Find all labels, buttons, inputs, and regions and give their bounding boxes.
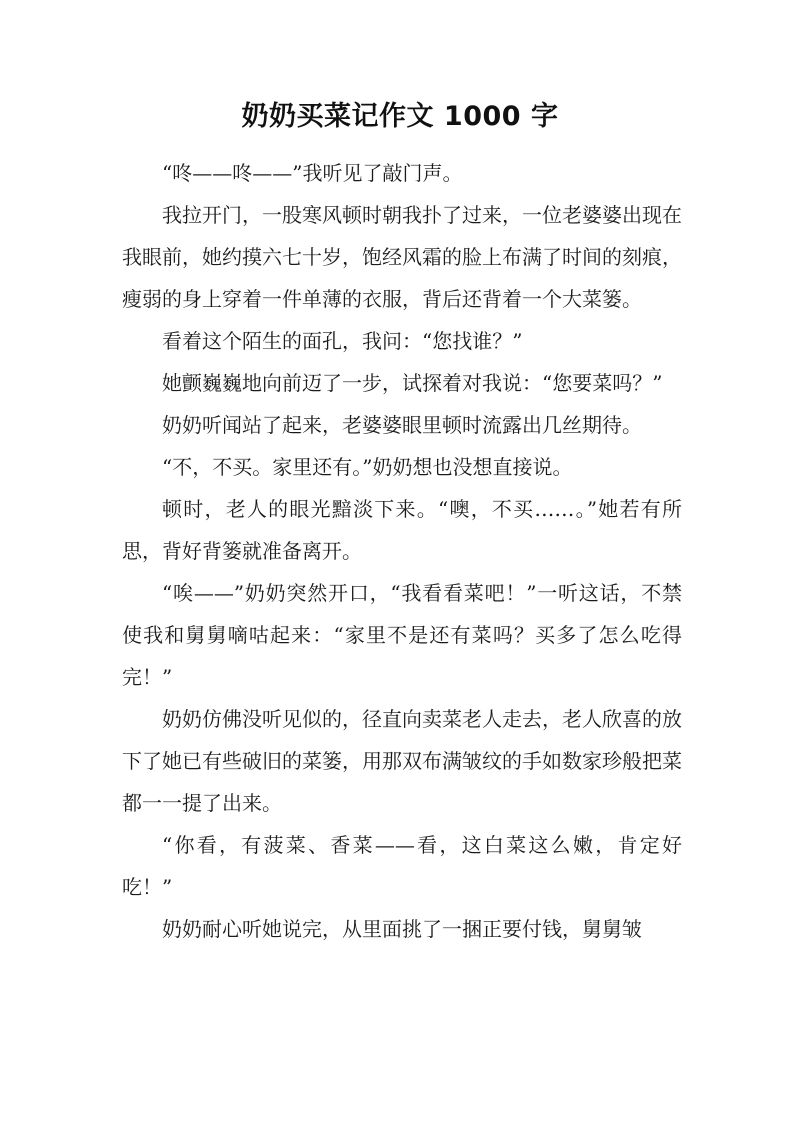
paragraph-8: “唉——”奶奶突然开口，“我看看菜吧！”一听这话，不禁使我和舅舅嘀咕起来：“家里不是还有菜吗？买多了怎么吃得完！” [122,581,682,689]
paragraph-6: “不，不买。家里还有。”奶奶想也没想直接说。 [162,455,573,479]
paragraph-5: 奶奶听闻站了起来，老婆婆眼里顿时流露出几丝期待。 [162,413,642,437]
paragraph-10: “你看，有菠菜、香菜——看，这白菜这么嫩，肯定好吃！” [122,833,682,899]
paragraph-4: 她颤巍巍地向前迈了一步，试探着对我说：“您要菜吗？” [162,371,663,395]
paragraph-1: “咚——咚——”我听见了敲门声。 [162,161,463,185]
paragraph-11: 奶奶耐心听她说完，从里面挑了一捆正要付钱，舅舅皱 [162,917,642,941]
paragraph-3: 看着这个陌生的面孔，我问：“您找谁？” [162,329,523,353]
paragraph-9: 奶奶仿佛没听见似的，径直向卖菜老人走去，老人欣喜的放下了她已有些破旧的菜篓，用那双布满皱纹的手如数家珍般把菜都一一提了出来。 [122,707,682,815]
document-body [122,152,682,950]
document-title: 奶奶买菜记作文 1000 字 [241,101,559,132]
paragraph-7: 顿时，老人的眼光黯淡下来。“噢，不买……。”她若有所思，背好背篓就准备离开。 [122,497,682,563]
paragraph-2: 我拉开门，一股寒风顿时朝我扑了过来，一位老婆婆出现在我眼前，她约摸六七十岁，饱经风霜的脸上布满了时间的刻痕，瘦弱的身上穿着一件单薄的衣服，背后还背着一个大菜篓。 [122,203,682,311]
